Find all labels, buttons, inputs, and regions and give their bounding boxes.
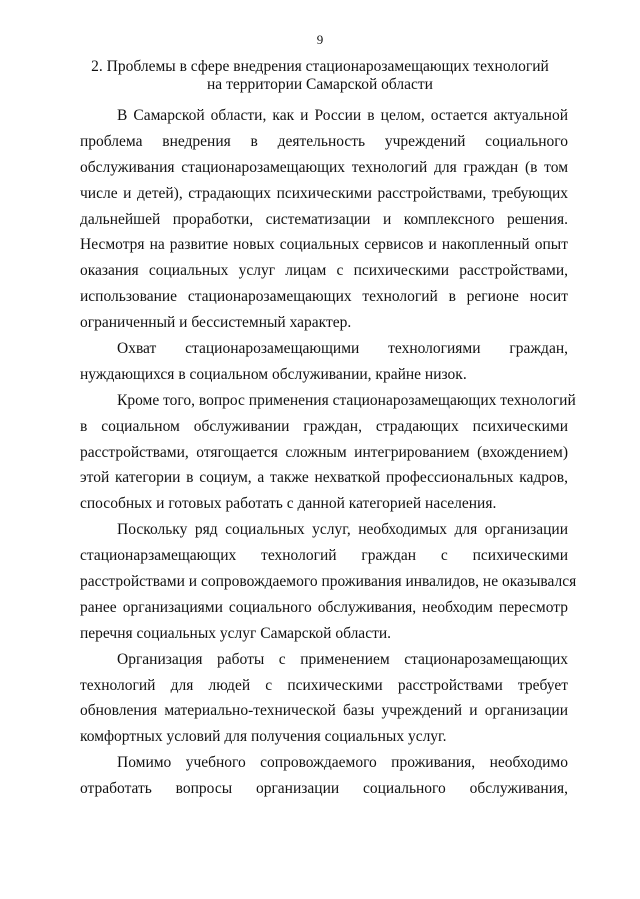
text-line: дальнейшей проработки, систематизации и комплексного решения. — [80, 210, 568, 228]
body-text — [80, 103, 577, 802]
text-line: Помимо учебного сопровождаемого проживания, необходимо — [117, 754, 568, 772]
text-line: отработать вопросы организации социального обслуживания, — [80, 780, 568, 798]
text-line: перечня социальных услуг Самарской области. — [80, 624, 392, 642]
section-heading-line-1: 2. Проблемы в сфере внедрения стационарозамещающих технологий — [91, 58, 549, 75]
text-line: Поскольку ряд социальных услуг, необходимых для организации — [117, 521, 568, 539]
text-line: Организация работы с применением стационарозамещающих — [117, 650, 568, 668]
section-heading — [80, 58, 560, 94]
text-line: этой категории в социум, а также нехваткой профессиональных кадров, — [80, 469, 568, 487]
text-line: стационарзамещающих технологий граждан с психическими — [80, 547, 568, 565]
paragraph-5 — [80, 647, 568, 751]
text-line: нуждающихся в социальном обслуживании, крайне низок. — [80, 365, 467, 383]
paragraph-3 — [80, 388, 576, 517]
section-heading-line-2: на территории Самарской области — [207, 76, 433, 93]
text-line: Несмотря на развитие новых социальных сервисов и накопленный опыт — [80, 236, 568, 254]
text-line: способных и готовых работать с данной категорией населения. — [80, 495, 497, 513]
text-line: Кроме того, вопрос применения стационарозамещающих технологий — [117, 391, 576, 409]
text-line: ранее организациями социального обслуживания, необходим пересмотр — [80, 598, 568, 616]
text-line: комфортных условий для получения социальных услуг. — [80, 728, 447, 746]
paragraph-1 — [80, 103, 568, 336]
paragraph-4 — [80, 517, 577, 646]
paragraph-6 — [80, 750, 568, 802]
text-line: расстройствами, отягощается сложным интегрированием (вхождением) — [80, 443, 568, 461]
paragraph-2 — [80, 336, 568, 388]
page-number: 9 — [316, 32, 324, 47]
text-line: оказания социальных услуг лицам с психическими расстройствами, — [80, 262, 568, 280]
text-line: обслуживания стационарозамещающих технологий для граждан (в том — [80, 158, 568, 176]
text-line: В Самарской области, как и России в целом, остается актуальной — [117, 107, 568, 124]
text-line: использование стационарозамещающих технологий в регионе носит — [80, 288, 568, 306]
text-line: ограниченный и бессистемный характер. — [80, 314, 352, 332]
text-line: расстройствами и сопровождаемого проживания инвалидов, не оказывался — [80, 573, 577, 591]
text-line: проблема внедрения в деятельность учреждений социального — [80, 132, 568, 150]
text-line: в социальном обслуживании граждан, страдающих психическими — [80, 417, 568, 435]
text-line: числе и детей), страдающих психическими расстройствами, требующих — [80, 184, 568, 202]
text-line: обновления материально-технической базы учреждений и организации — [80, 702, 568, 720]
text-line: технологий для людей с психическими расстройствами требует — [80, 676, 568, 694]
text-line: Охват стационарозамещающими технологиями граждан, — [117, 340, 568, 358]
